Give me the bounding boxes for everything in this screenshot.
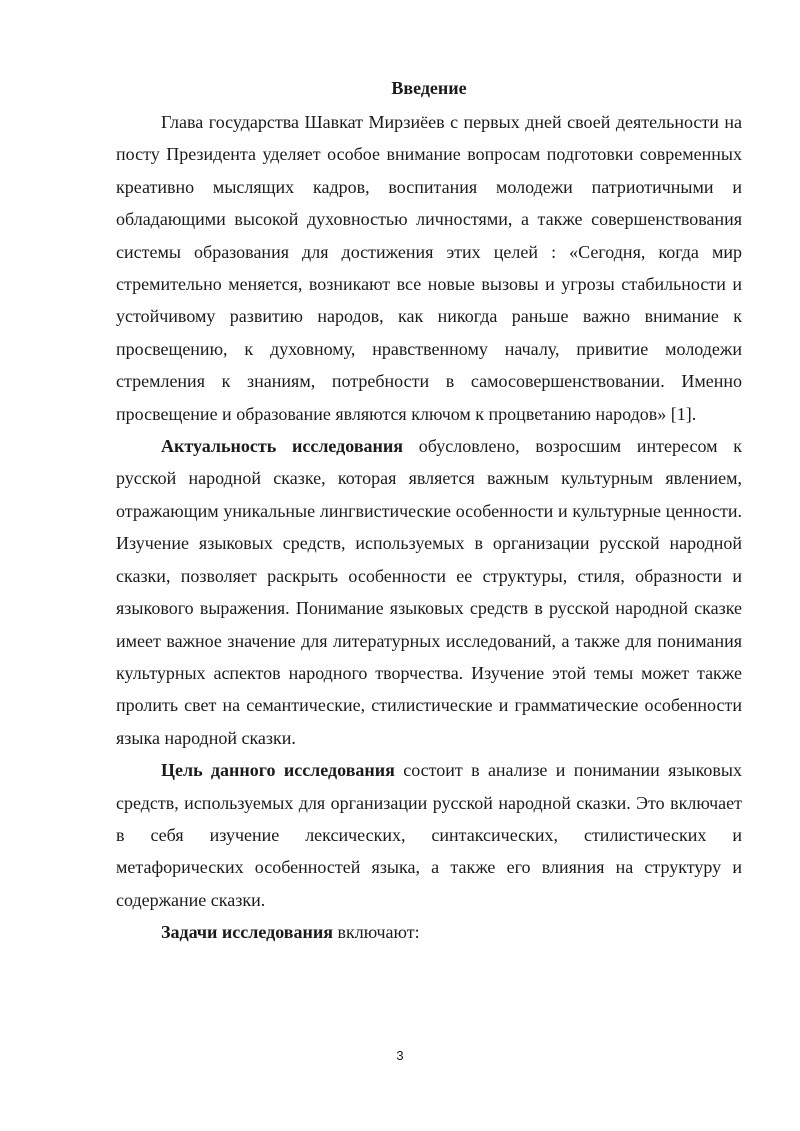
paragraph-relevance-lead: Актуальность исследования [161,436,404,457]
paragraph-goal-text: состоит в анализе и понимании языковых средств, используемых для организации русской народной сказки. Это включает в себя изучение лексических, синтаксических, стилистических и метафорических особенностей языка, а также его влияния на структуру и содержание сказки. [116,760,742,910]
paragraph-goal [116,754,742,916]
paragraph-intro-text: Глава государства Шавкат Мирзиёев с первых дней своей деятельности на посту Президента уделяет особое внимание вопросам подготовки современных креативно мыслящих кадров, воспитания молодежи патриотичными и обладающими высокой духовностью личностями, а также совершенствования системы образования для достижения этих целей : «Сегодня, когда мир стремительно меняется, возникают все новые вызовы и угрозы стабильности и устойчивому развитию народов, как никогда раньше важно внимание к просвещению, к духовному, нравственному началу, привитие молодежи стремления к знаниям, потребности в самосовершенствовании. Именно просвещение и образование являются ключом к процветанию народов» [1]. [116,112,742,424]
section-heading: Введение [391,78,467,98]
paragraph-tasks-lead: Задачи исследования [161,922,333,943]
paragraph-relevance [116,430,742,754]
paragraph-intro [116,106,742,430]
document-page [116,74,742,949]
paragraph-relevance-text: обусловлено, возросшим интересом к русской народной сказке, которая является важным культурным явлением, отражающим уникальные лингвистические особенности и культурные ценности. Изучение языковых средств, используемых в организации русской народной сказки, позволяет раскрыть особенности ее структуры, стиля, образности и языкового выражения. Понимание языковых средств в русской народной сказке имеет важное значение для литературных исследований, а также для понимания культурных аспектов народного творчества. Изучение этой темы может также пролить свет на семантические, стилистические и грамматические особенности языка народной сказки. [116,436,742,748]
paragraph-tasks-text: включают: [332,922,420,943]
page-number: 3 [396,1048,404,1063]
paragraph-tasks [116,916,742,948]
paragraph-goal-lead: Цель данного исследования [161,760,395,781]
